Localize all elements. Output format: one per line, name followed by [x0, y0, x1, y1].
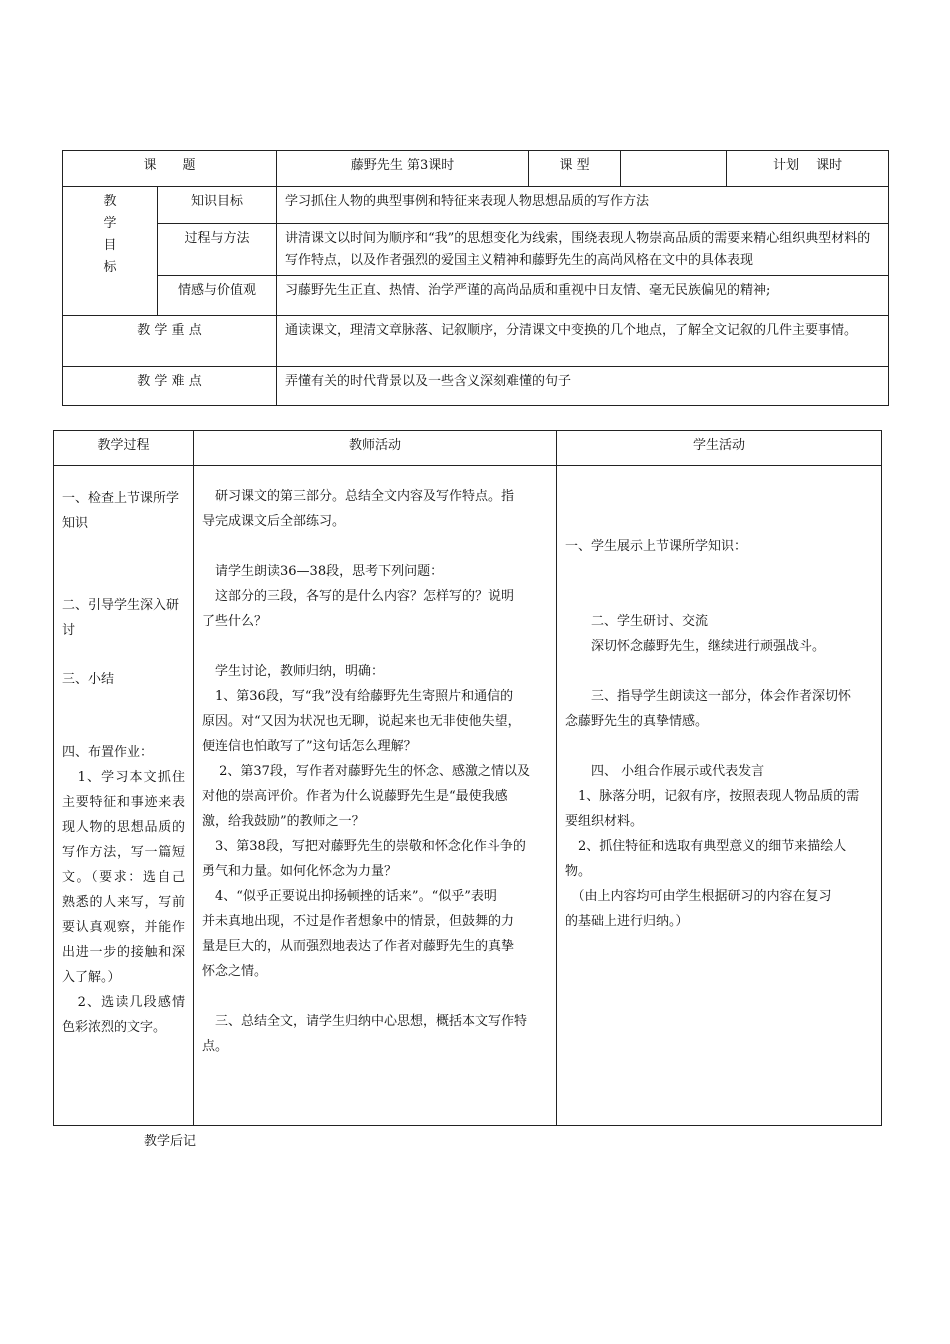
- student-line: 深切怀念藤野先生，继续进行顽强战斗。: [565, 639, 826, 654]
- student-line: [565, 584, 873, 609]
- type-label: 课 型: [529, 151, 621, 187]
- goal-knowledge-text: 学习抓住人物的典型事例和特征来表现人物思想品质的写作方法: [277, 187, 889, 224]
- lesson-plan-table: [62, 150, 889, 406]
- process-table: [53, 430, 882, 1126]
- student-line: [565, 509, 873, 534]
- process-step-1: 一、检查上节课所学知识: [62, 491, 180, 531]
- teacher-line: 勇气和力量。如何化怀念为力量？: [202, 864, 398, 879]
- student-line: 物。: [565, 864, 592, 879]
- teacher-line: 怀念之情。: [202, 964, 268, 979]
- teacher-line: 2、第37段，写作者对藤野先生的怀念、感激之情以及: [202, 764, 530, 779]
- teacher-line: 点。: [202, 1039, 229, 1054]
- teacher-line: 这部分的三段，各写的是什么内容？怎样写的？说明: [202, 589, 515, 604]
- difficult-point-label: 教 学 难 点: [63, 367, 277, 406]
- student-line: [565, 734, 873, 759]
- teacher-line: 了些什么？: [202, 614, 268, 629]
- student-line: 三、指导学生朗读这一部分，体会作者深切怀: [565, 689, 852, 704]
- teacher-line: 原因。对“又因为状况也无聊，说起来也无非使他失望，: [202, 714, 521, 729]
- teacher-line: 学生讨论，教师归纳，明确：: [202, 664, 385, 679]
- student-line: 2、抓住特征和选取有典型意义的细节来描绘人: [565, 839, 847, 854]
- teacher-line: 并未真地出现，不过是作者想象中的情景，但鼓舞的力: [202, 914, 515, 929]
- student-line: [565, 484, 873, 509]
- process-step-4-title: 四、布置作业：: [62, 745, 154, 760]
- student-line: 四、 小组合作展示或代表发言: [565, 764, 765, 779]
- student-line: （由上内容均可由学生根据研习的内容在复习: [565, 889, 832, 904]
- header-student: 学生活动: [557, 431, 882, 466]
- goals-label: 教 学 目 标: [63, 187, 158, 316]
- student-line: [565, 659, 873, 684]
- goal-knowledge-label: 知识目标: [158, 187, 277, 224]
- teacher-line: 导完成课文后全部练习。: [202, 514, 346, 529]
- teacher-line: 三、总结全文，请学生归纳中心思想，概括本文写作特: [202, 1014, 528, 1029]
- teacher-line: 激，给我鼓励”的教师之一？: [202, 814, 365, 829]
- student-line: 二、学生研讨、交流: [565, 614, 709, 629]
- topic-value: 藤野先生 第3课时: [277, 151, 529, 187]
- topic-label: 课 题: [63, 151, 277, 187]
- teacher-line: 3、第38段，写把对藤野先生的崇敬和怀念化作斗争的: [202, 839, 526, 854]
- teacher-line: 请学生朗读36—38段，思考下列问题：: [202, 564, 444, 579]
- teacher-line: [202, 634, 548, 659]
- teacher-activity: [194, 466, 557, 1126]
- type-value: [621, 151, 727, 187]
- process-step-2: 二、引导学生深入研讨: [62, 598, 180, 638]
- homework-1: 1、学习本文抓住主要特征和事迹来表现人物的思想品质的写作方法，写一篇短文。（要求：选自己熟悉的人来写，写前要认真观察，并能作出进一步的接触和深入了解。）: [62, 770, 185, 985]
- student-text: [565, 484, 873, 934]
- process-step-3: 三、小结: [62, 672, 115, 687]
- student-line: 要组织材料。: [565, 814, 644, 829]
- difficult-point-text: 弄懂有关的时代背景以及一些含义深刻难懂的句子: [277, 367, 889, 406]
- teacher-line: 1、第36段，写“我”没有给藤野先生寄照片和通信的: [202, 689, 514, 704]
- teacher-line: 便连信也怕敢写了”这句话怎么理解？: [202, 739, 417, 754]
- goal-emotion-text: 习藤野先生正直、热情、治学严谨的高尚品质和重视中日友情、毫无民族偏见的精神;: [277, 276, 889, 316]
- student-line: 的基础上进行归纳。）: [565, 914, 689, 929]
- homework-2: 2、选读几段感情色彩浓烈的文字。: [62, 995, 185, 1035]
- teacher-text: [202, 484, 548, 1059]
- header-process: 教学过程: [54, 431, 194, 466]
- hours-label: 计划 课时: [727, 151, 889, 187]
- teacher-line: 研习课文的第三部分。总结全文内容及写作特点。指: [202, 489, 515, 504]
- header-teacher: 教师活动: [194, 431, 557, 466]
- student-activity: [557, 466, 882, 1126]
- goal-process-label: 过程与方法: [158, 224, 277, 276]
- teacher-line: [202, 534, 548, 559]
- post-lesson-note: 教学后记: [144, 1134, 197, 1149]
- student-line: 1、脉落分明，记叙有序，按照表现人物品质的需: [565, 789, 860, 804]
- goal-emotion-label: 情感与价值观: [158, 276, 277, 316]
- teacher-line: 量是巨大的，从而强烈地表达了作者对藤野先生的真挚: [202, 939, 515, 954]
- process-column: [54, 466, 194, 1126]
- goal-process-text: 讲清课文以时间为顺序和“我”的思想变化为线索，围绕表现人物崇高品质的需要来精心组织典型材料的写作特点，以及作者强烈的爱国主义精神和藤野先生的高尚风格在文中的具体表现: [277, 224, 889, 276]
- teacher-line: 4、“似乎正要说出抑扬顿挫的话来”。“似乎”表明: [202, 889, 497, 904]
- teacher-line: [202, 984, 548, 1009]
- key-point-label: 教 学 重 点: [63, 316, 277, 367]
- student-line: 一、学生展示上节课所学知识：: [565, 539, 748, 554]
- teacher-line: 对他的崇高评价。作者为什么说藤野先生是“最使我感: [202, 789, 508, 804]
- student-line: 念藤野先生的真挚情感。: [565, 714, 709, 729]
- student-line: [565, 559, 873, 584]
- key-point-text: 通读课文，理清文章脉落、记叙顺序，分清课文中变换的几个地点，了解全文记叙的几件主要事情。: [277, 316, 889, 367]
